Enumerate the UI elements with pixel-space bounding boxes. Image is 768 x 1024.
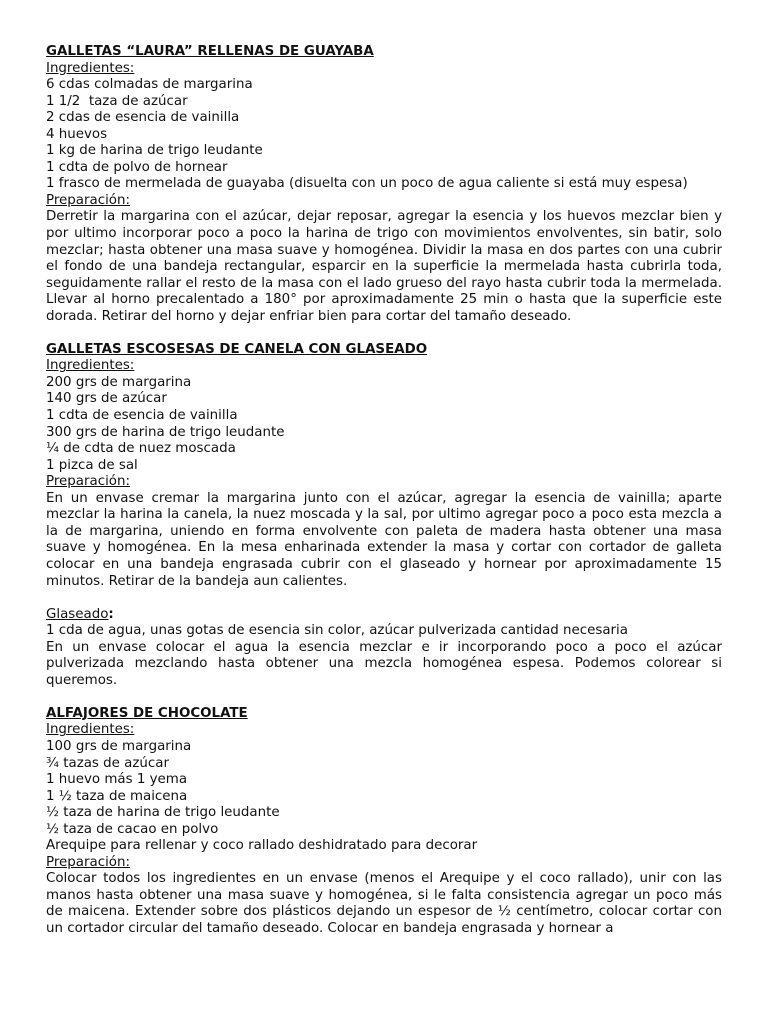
ingredient-item: 1 huevo más 1 yema — [46, 772, 188, 788]
ingredient-item: 6 cdas colmadas de margarina — [46, 77, 253, 93]
ingredient-item: 2 cdas de esencia de vainilla — [46, 110, 240, 126]
ingredient-item: ¾ tazas de azúcar — [46, 755, 169, 771]
preparation-label: Preparación: — [46, 474, 130, 490]
ingredient-item: 140 grs de azúcar — [46, 391, 167, 407]
ingredient-item: 1 cdta de esencia de vainilla — [46, 408, 238, 424]
ingredient-item: 1 kg de harina de trigo leudante — [46, 143, 263, 159]
ingredient-item: 1 ½ taza de maicena — [46, 788, 188, 804]
glaze-heading — [46, 607, 722, 624]
recipe-alfajores — [46, 706, 722, 938]
ingredient-item: ½ taza de harina de trigo leudante — [46, 805, 280, 821]
preparation-text: En un envase cremar la margarina junto con el azúcar, agregar la esencia de vainilla; aparte mezclar la harina la canela, la nuez moscada y la sal, por ultimo agregar poco a poco esta mezcla a la de margarina, uniendo en forma envolvente con paleta de madera hasta obtener una masa suave y homogénea. En la mesa enharinada extender la masa y cortar con cortador de galleta colocar en una bandeja engrasada cubrir con el glaseado y hornear por aproximadamente 15 minutos. Retirar de la bandeja aun calientes. — [46, 490, 722, 589]
ingredient-item: 1 1/2 taza de azúcar — [46, 93, 188, 109]
glaze-text: En un envase colocar el agua la esencia mezclar e ir incorporando poco a poco el azúcar pulverizada mezclando hasta obtener una mezcla homogénea espesa. Podemos colorear si queremos. — [46, 639, 722, 688]
ingredient-item: 1 cdta de polvo de hornear — [46, 159, 228, 175]
ingredient-item: 300 grs de harina de trigo leudante — [46, 424, 285, 440]
ingredients-label: Ingredientes: — [46, 358, 135, 374]
ingredients-label: Ingredientes: — [46, 722, 135, 738]
preparation-text: Colocar todos los ingredientes en un envase (menos el Arequipe y el coco rallado), unir con las manos hasta obtener una masa suave y homogénea, si le falta consistencia agregar un poco más de maicena. Extender sobre dos plásticos dejando un espesor de ½ centímetro, colocar cortar con un cortador circular del tamaño deseado. Colocar en bandeja engrasada y hornear a — [46, 871, 722, 936]
ingredient-item: 1 frasco de mermelada de guayaba (disuelta con un poco de agua caliente si está muy espesa) — [46, 176, 688, 192]
glaze-colon: : — [108, 606, 114, 622]
ingredients-label: Ingredientes: — [46, 60, 135, 76]
preparation-label: Preparación: — [46, 192, 130, 208]
preparation-label: Preparación: — [46, 854, 130, 870]
glaze-label: Glaseado — [46, 606, 109, 622]
ingredient-item: 100 grs de margarina — [46, 738, 192, 754]
glaze-section — [46, 607, 722, 690]
preparation-text: Derretir la margarina con el azúcar, dejar reposar, agregar la esencia y los huevos mezclar bien y por ultimo incorporar poco a poco la harina de trigo con movimientos envolventes, sin batir, solo mezclar; hasta obtener una masa suave y homogénea. Dividir la masa en dos partes con una cubrir el fondo de una bandeja rectangular, esparcir en la superficie la mermelada hasta cubrirla toda, seguidamente rallar el resto de la masa con el lado grueso del rayo hasta cubrir toda la mermelada. Llevar al horno precalentado a 180° por aproximadamente 25 min o hasta que la superficie este dorada. Retirar del horno y dejar enfriar bien para cortar del tamaño deseado. — [46, 209, 722, 324]
ingredient-item: 4 huevos — [46, 126, 108, 142]
ingredient-item: ½ taza de cacao en polvo — [46, 821, 219, 837]
recipe-escocesas — [46, 342, 722, 590]
glaze-ingredients: 1 cda de agua, unas gotas de esencia sin color, azúcar pulverizada cantidad necesaria — [46, 623, 628, 639]
ingredient-item: 200 grs de margarina — [46, 374, 192, 390]
recipe-guayaba — [46, 44, 722, 325]
recipe-title: ALFAJORES DE CHOCOLATE — [46, 705, 248, 721]
recipe-title: GALLETAS ESCOSESAS DE CANELA CON GLASEADO — [46, 341, 428, 357]
ingredient-item: 1 pizca de sal — [46, 457, 138, 473]
ingredient-item: Arequipe para rellenar y coco rallado deshidratado para decorar — [46, 838, 478, 854]
ingredient-item: ¼ de cdta de nuez moscada — [46, 441, 236, 457]
recipe-title: GALLETAS “LAURA” RELLENAS DE GUAYABA — [46, 44, 374, 59]
